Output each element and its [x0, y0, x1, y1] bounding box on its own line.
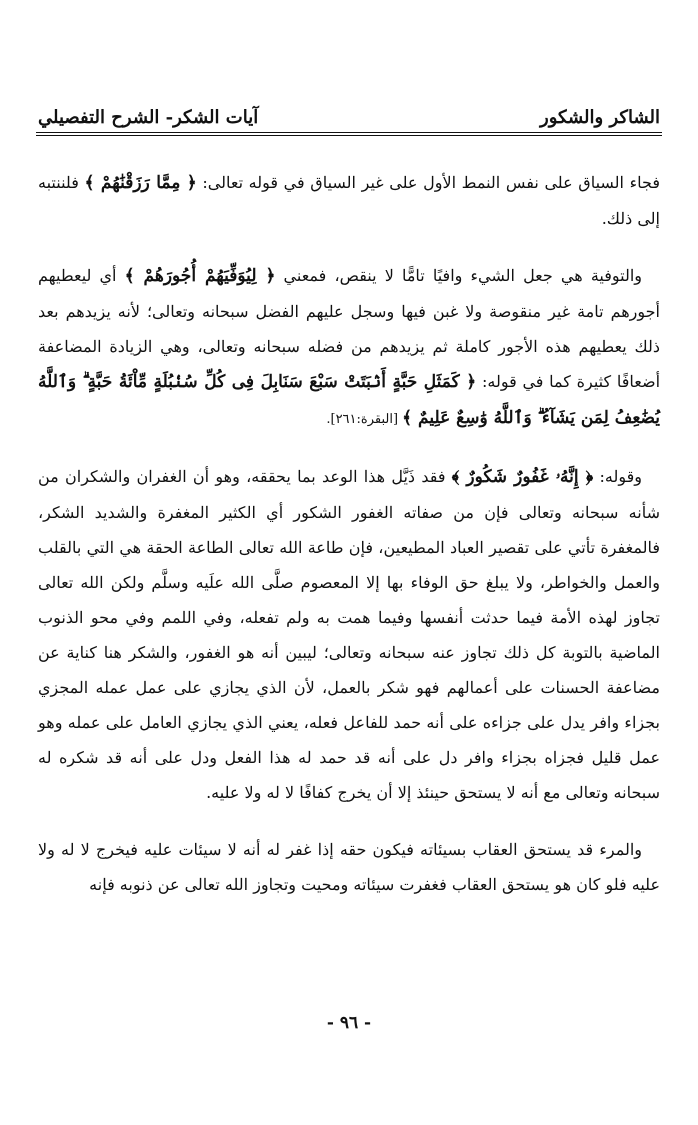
paragraph: [38, 165, 660, 236]
paragraph-text: فجاء السياق على نفس النمط الأول على غير السياق في قوله تعالى:: [196, 173, 660, 192]
section-title: آيات الشكر- الشرح التفصيلي: [38, 107, 259, 128]
paragraph-text: فقد ذَيَّل هذا الوعد بما يحققه، وهو أن الغفران والشكران من شأنه سبحانه وتعالى فإن من صفاته الغفور الشكور أي الكثير المغفرة والشديد الشكر، فالمغفرة تأتي على تقصير العباد المطيعين، فإن طاعة الله تعالى الطاعة الحقة هي التي بالقلب والعمل والخواطر، ولا يبلغ حق الوفاء بها إلا المعصوم صلَّى الله علَيه وسلَّم ولكن الله تعالى تجاوز لهذه الأمة فيما حدثت أنفسها وفيما همت به ولم تفعله، وفي اللمم وفي محو الذنوب الماضية بالتوبة كل ذلك تجاوز عنه سبحانه وتعالى؛ ليبين أنه هو الغفور، والشكر هنا كناية عن مضاعفة الحسنات على أعمالهم فهو شكر بالعمل، لأن الذي يجازي على عمل عمله المجزي بجزاء وافر يدل على جزاءه على أنه حمد للفاعل فعله، يعني الذي يجازي العامل على عمله وهو عمل قليل فجزاه بجزاء وافر دل على أنه قد حمد له هذا الفعل ودل على أنه قد شكره له سبحانه وتعالى مع أنه لا يستحق حينئذ إلا أن يخرج كفافًا لا له ولا عليه.: [38, 467, 660, 802]
paragraph-text: والتوفية هي جعل الشيء وافيًا تامًّا لا ينقص، فمعني: [275, 266, 643, 285]
body-text: [38, 165, 660, 924]
book-title: الشاكر والشكور: [540, 107, 660, 128]
quran-verse: ﴿ إِنَّهُۥ غَفُورٌ شَكُورٌ ﴾: [451, 467, 594, 487]
paragraph: [38, 832, 660, 902]
paragraph: [38, 258, 660, 437]
paragraph-text: أي ليعطيهم أجورهم تامة غير منقوصة ولا غبن فيها وسجل عليهم الفضل سبحانه وتعالى؛ لأنه يزيدهم بعد ذلك يعطيهم هذه الأجور كاملة ثم يزيدهم من فضله سبحانه وتعالى، وهي الزيادة المضاعفة أضعافًا كثيرة كما في قوله:: [38, 266, 661, 391]
paragraph-text: فلننتبه إلى ذلك.: [38, 173, 660, 228]
paragraph: [38, 459, 660, 810]
paragraph-text: وقوله:: [593, 467, 642, 486]
header-divider: [36, 132, 662, 136]
page-number: - ٩٦ -: [326, 1013, 372, 1033]
quran-verse: ﴿ مِمَّا رَزَقْنَٰهُمْ ﴾: [84, 173, 197, 193]
running-header: [38, 92, 660, 128]
quran-verse: ﴿ كَمَثَلِ حَبَّةٍ أَنۢبَتَتْ سَبْعَ سَنَابِلَ فِى كُلِّ سُنۢبُلَةٍ مِّاْئَةُ حَبَّةٍ ۗ وَٱللَّهُ يُضَٰعِفُ لِمَن يَشَآءُ ۗ وَٱللَّهُ وَٰسِعٌ عَلِيمٌ ﴾: [38, 372, 660, 428]
quran-verse: ﴿ لِيُوَفِّيَهُمْ أُجُورَهُمْ ﴾: [124, 266, 276, 286]
paragraph-text: والمرء قد يستحق العقاب بسيئاته فيكون حقه إذا غفر له أنه لا سيئات عليه فيخرج لا له ولا عليه فلو كان هو يستحق العقاب فغفرت سيئاته ومحيت وتجاوز الله تعالى عن ذنوبه فإنه: [38, 840, 660, 894]
verse-reference: [البقرة:٢٦١].: [326, 412, 403, 427]
